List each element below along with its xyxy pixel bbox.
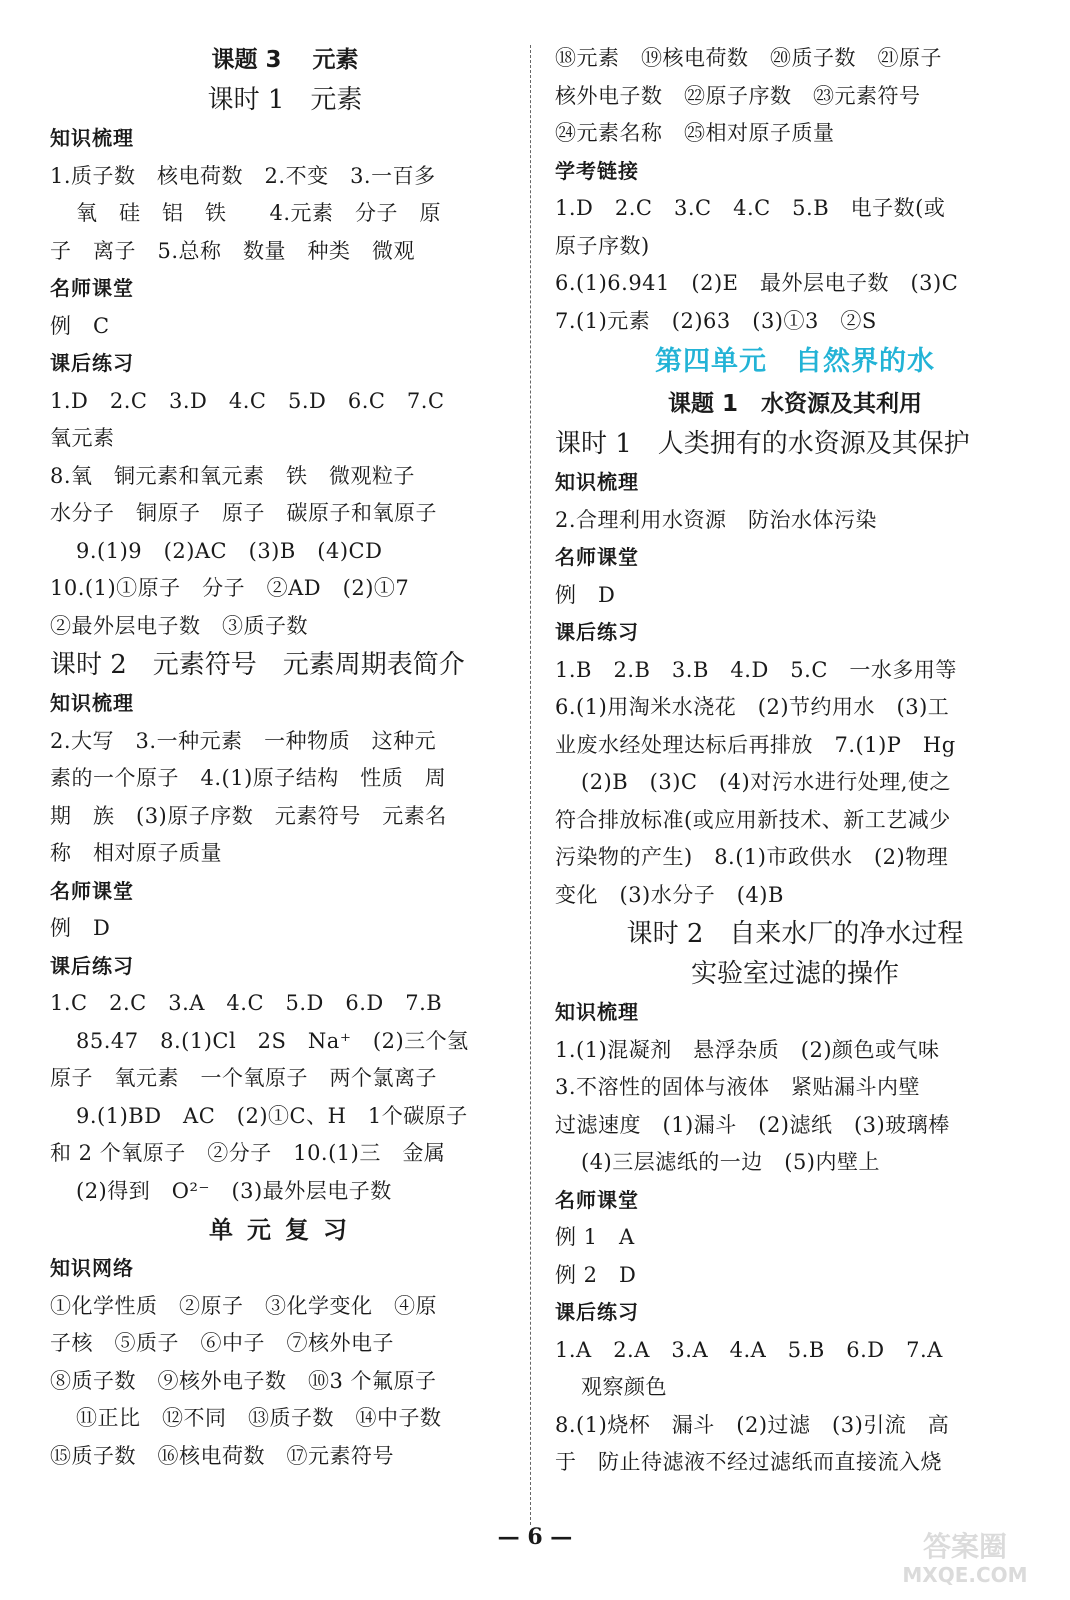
answer-line: 1.质子数 核电荷数 2.不变 3.一百多 (50, 163, 436, 188)
section-heading: 课后练习 (555, 1300, 639, 1324)
answer-line: 和 2 个氧原子 ②分子 10.(1)三 金属 (50, 1141, 446, 1165)
answer-line: ⑧质子数 ⑨核外电子数 ⑩3 个氟原子 (50, 1368, 437, 1393)
answer-line: 1.(1)混凝剂 悬浮杂质 (2)颜色或气味 (555, 1037, 940, 1062)
answer-line: 变化 (3)水分子 (4)B (555, 882, 784, 907)
section-heading: 名师课堂 (50, 276, 134, 300)
section-heading: 知识网络 (50, 1256, 134, 1280)
answer-line: 水分子 铜原子 原子 碳原子和氧原子 (50, 501, 437, 525)
topic-heading: 课题 1 水资源及其利用 (667, 391, 922, 417)
answer-line: 例 D (555, 582, 616, 607)
answer-line: 2.合理利用水资源 防治水体污染 (555, 507, 878, 532)
section-heading: 知识梳理 (555, 1000, 639, 1024)
answer-line: (4)三层滤纸的一边 (5)内壁上 (581, 1150, 880, 1174)
answer-line: 8.氧 铜元素和氧元素 铁 微观粒子 (50, 463, 416, 488)
section-heading: 课后练习 (50, 953, 134, 978)
answer-line: 例 1 A (555, 1225, 635, 1249)
answer-line: 符合排放标准(或应用新技术、新工艺减少 (555, 807, 951, 832)
answer-line: 10.(1)①原子 分子 ②AD (2)①7 (50, 576, 410, 600)
watermark-logo-text: 答案圈 (922, 1530, 1008, 1563)
answer-line: 例 C (50, 313, 110, 338)
answer-line: 6.(1)6.941 (2)E 最外层电子数 (3)C (555, 271, 959, 295)
lesson-heading: 实验室过滤的操作 (690, 959, 899, 989)
right-column (555, 40, 1035, 1482)
section-heading: 学考链接 (555, 158, 639, 183)
answer-line: 业废水经处理达标后再排放 7.(1)P Hg (555, 732, 956, 757)
lesson-heading: 课时 1 元素 (207, 85, 363, 115)
answer-line: 期 族 (3)原子序数 元素符号 元素名 (50, 803, 447, 828)
answer-line: 85.47 8.(1)Cl 2S Na⁺ (2)三个氢 (76, 1028, 469, 1053)
answer-line: ⑱元素 ⑲核电荷数 ⑳质子数 ㉑原子 (555, 46, 942, 70)
answer-line: 观察颜色 (581, 1375, 667, 1399)
section-heading: 知识梳理 (50, 691, 134, 715)
answer-line: 过滤速度 (1)漏斗 (2)滤纸 (3)玻璃棒 (555, 1112, 950, 1137)
answer-line: 例 2 D (555, 1262, 637, 1287)
answer-line: 于 防止待滤液不经过滤纸而直接流入烧 (555, 1450, 942, 1474)
section-heading: 知识梳理 (50, 126, 134, 150)
left-column (50, 40, 520, 1475)
answer-line: 2.大写 3.一种元素 一种物质 这种元 (50, 728, 437, 753)
section-heading: 名师课堂 (555, 1187, 639, 1212)
answer-line: ②最外层电子数 ③质子数 (50, 613, 308, 638)
answer-line: 氧元素 (50, 426, 115, 450)
answer-line: 8.(1)烧杯 漏斗 (2)过滤 (3)引流 高 (555, 1412, 950, 1437)
review-heading: 单元复习 (209, 1216, 361, 1244)
section-heading: 名师课堂 (50, 878, 134, 903)
answer-line: 氧 硅 铝 铁 4.元素 分子 原 (76, 201, 442, 225)
section-heading: 课后练习 (555, 620, 639, 644)
answer-line: ①化学性质 ②原子 ③化学变化 ④原 (50, 1293, 437, 1318)
answer-line: 污染物的产生) 8.(1)市政供水 (2)物理 (555, 845, 949, 869)
answer-line: 原子 氧元素 一个氧原子 两个氯离子 (50, 1066, 437, 1090)
answer-line: 9.(1)BD AC (2)①C、H 1个碳原子 (76, 1103, 468, 1128)
answer-line: 1.B 2.B 3.B 4.D 5.C 一水多用等 (555, 657, 957, 682)
answer-line: 子核 ⑤质子 ⑥中子 ⑦核外电子 (50, 1331, 394, 1355)
section-heading: 知识梳理 (555, 470, 639, 494)
answer-line: 素的一个原子 4.(1)原子结构 性质 周 (50, 766, 447, 790)
answer-line: 子 离子 5.总称 数量 种类 微观 (50, 238, 416, 263)
answer-line: 核外电子数 ㉒原子序数 ㉓元素符号 (555, 83, 921, 108)
section-heading: 名师课堂 (555, 545, 639, 569)
answer-line: 1.D 2.C 3.D 4.C 5.D 6.C 7.C (50, 388, 445, 413)
lesson-heading: 课时 2 自来水厂的净水过程 (626, 919, 964, 949)
lesson-heading: 课时 2 元素符号 元素周期表简介 (50, 650, 465, 680)
answer-line: ⑪正比 ⑫不同 ⑬质子数 ⑭中子数 (76, 1406, 442, 1430)
column-divider (530, 45, 531, 1525)
topic-heading: 课题 3 元素 (211, 47, 359, 73)
answer-line: 6.(1)用淘米水浇花 (2)节约用水 (3)工 (555, 695, 950, 719)
answer-line: 7.(1)元素 (2)63 (3)①3 ②S (555, 308, 877, 333)
answer-line: ㉔元素名称 ㉕相对原子质量 (555, 121, 835, 145)
answer-line: 1.C 2.C 3.A 4.C 5.D 6.D 7.B (50, 991, 443, 1015)
section-heading: 课后练习 (50, 351, 134, 375)
answer-line: 9.(1)9 (2)AC (3)B (4)CD (76, 538, 383, 563)
answer-line: 3.不溶性的固体与液体 紧贴漏斗内壁 (555, 1075, 921, 1099)
answer-line: 原子序数) (555, 233, 650, 258)
answer-line: 例 D (50, 916, 111, 940)
answer-line: 1.D 2.C 3.C 4.C 5.B 电子数(或 (555, 196, 946, 220)
answer-line: ⑮质子数 ⑯核电荷数 ⑰元素符号 (50, 1443, 394, 1468)
answer-line: (2)得到 O²⁻ (3)最外层电子数 (76, 1178, 392, 1203)
watermark-logo (880, 1526, 1050, 1588)
unit-heading: 第四单元 自然界的水 (655, 346, 935, 377)
answer-line: (2)B (3)C (4)对污水进行处理,使之 (581, 770, 951, 794)
page-number: — 6 — (497, 1524, 573, 1550)
watermark-url: MXQE.COM (902, 1563, 1028, 1587)
answer-line: 1.A 2.A 3.A 4.A 5.B 6.D 7.A (555, 1337, 943, 1362)
answer-line: 称 相对原子质量 (50, 841, 222, 865)
lesson-heading: 课时 1 人类拥有的水资源及其保护 (555, 429, 970, 459)
